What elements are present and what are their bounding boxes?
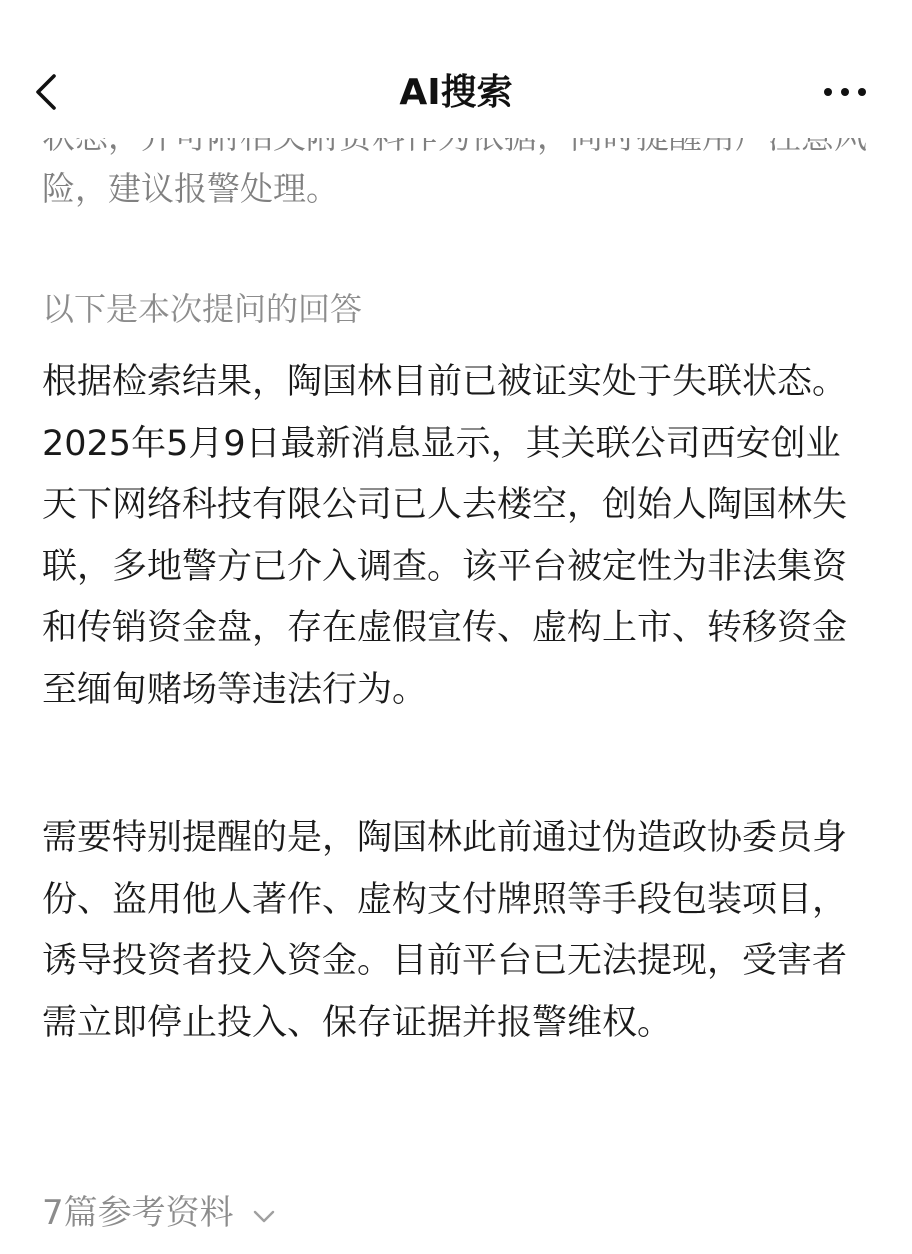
- header-bar: [0, 0, 912, 138]
- chevron-down-icon: [248, 1200, 280, 1232]
- previous-answer-tail: 险，建议报警处理。: [42, 169, 339, 208]
- page-title: AI搜索: [399, 72, 513, 113]
- answer-paragraph-2: 需要特别提醒的是，陶国林此前通过伪造政协委员身份、盗用他人著作、虚构支付牌照等手段包装项目，诱导投资者投入资金。目前平台已无法提现，受害者需立即停止投入、保存证据并报警维权。: [42, 818, 848, 1043]
- more-options-button[interactable]: [820, 80, 870, 104]
- references-toggle[interactable]: [42, 1188, 280, 1238]
- references-label: 7篇参考资料: [42, 1193, 234, 1233]
- answer-section-label: 以下是本次提问的回答: [42, 290, 363, 328]
- answer-paragraph-1: 根据检索结果，陶国林目前已被证实处于失联状态。2025年5月9日最新消息显示，其关联公司西安创业天下网络科技有限公司已人去楼空，创始人陶国林失联，多地警方已介入调查。该平台被定性为非法集资和传销资金盘，存在虚假宣传、虚构上市、转移资金至缅甸赌场等违法行为。: [42, 362, 848, 710]
- more-horizontal-icon: [820, 80, 870, 104]
